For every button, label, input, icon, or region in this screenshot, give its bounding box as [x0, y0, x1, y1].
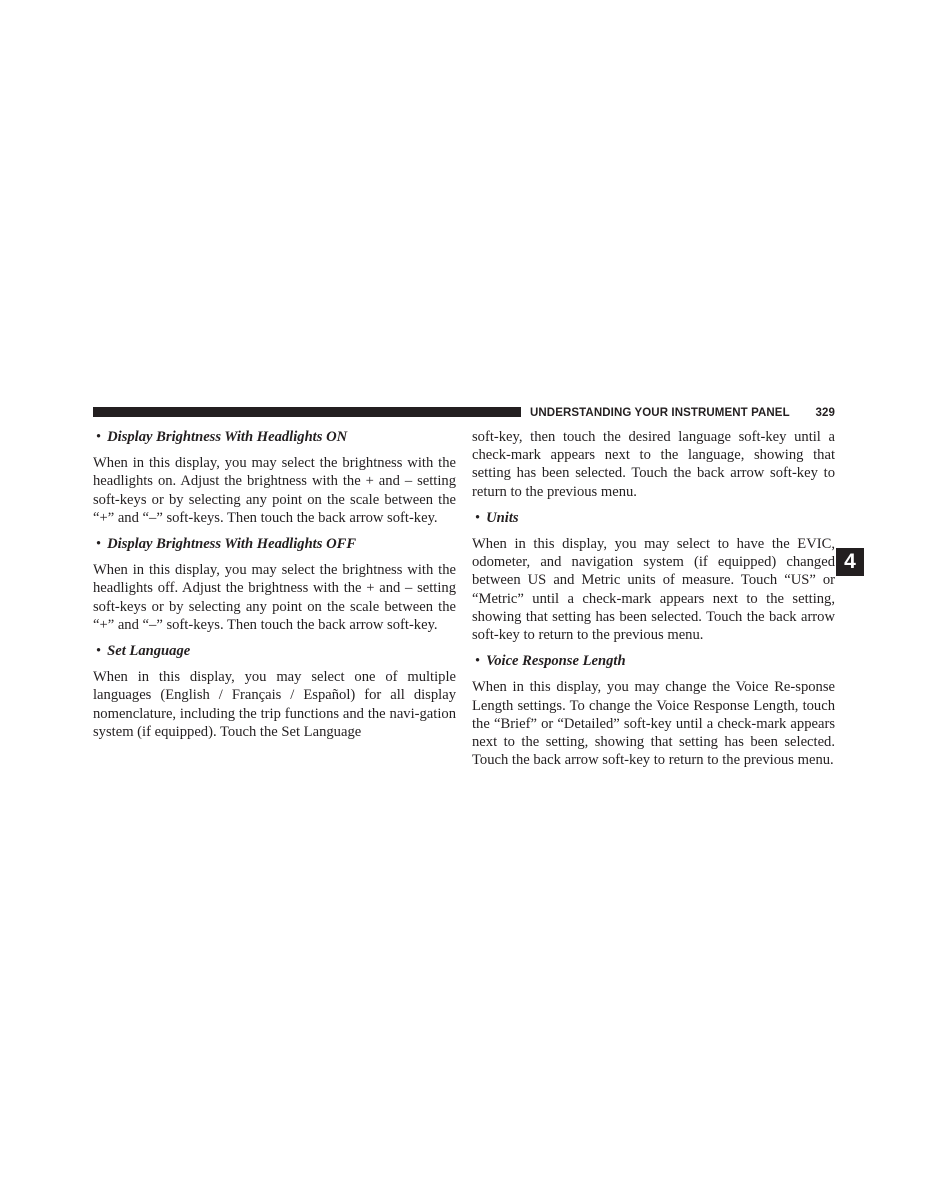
page-number: 329 — [815, 407, 835, 419]
header-rule — [93, 407, 521, 417]
heading-brightness-on: • Display Brightness With Headlights ON — [96, 429, 348, 445]
bullet-icon: • — [96, 429, 102, 445]
heading-brightness-off: • Display Brightness With Headlights OFF — [96, 536, 357, 553]
paragraph-set-language-cont: soft-key, then touch the desired language soft-key until a check-mark appears next to the language, showing that setting has been selected. Touch the back arrow soft-key to return to the previous menu. — [472, 429, 835, 500]
chapter-tab: 4 — [836, 548, 864, 576]
section-title: UNDERSTANDING YOUR INSTRUMENT PANEL — [530, 407, 790, 419]
heading-units: • Units — [475, 509, 519, 526]
bullet-icon: • — [475, 653, 481, 670]
paragraph-set-language: When in this display, you may select one of multiple languages (English / Français / Español) for all display nomenclature, including the trip functions and the navi-gation system (if equipped). Touch the Set Language — [93, 669, 456, 740]
left-column — [93, 428, 456, 749]
paragraph-units: When in this display, you may select to have the EVIC, odometer, and navigation system (if equipped) changed between US and Metric units of measure. Touch “US” or “Metric” until a check-mark appears next to the setting, showing that setting has been selected. Touch the back arrow soft-key to return to the previous menu. — [472, 536, 835, 644]
running-header — [530, 405, 835, 421]
heading-set-language: • Set Language — [96, 643, 191, 660]
right-column — [472, 428, 835, 777]
bullet-icon: • — [96, 643, 102, 660]
bullet-icon: • — [475, 509, 481, 526]
bullet-icon: • — [96, 536, 102, 553]
paragraph-brightness-off: When in this display, you may select the brightness with the headlights off. Adjust the brightness with the + and – setting soft-keys or by selecting any point on the scale between the “+” and “–” soft-keys. Then touch the back arrow soft-key. — [93, 562, 456, 633]
paragraph-brightness-on: When in this display, you may select the brightness with the headlights on. Adjust the brightness with the + and – setting soft-keys or by selecting any point on the scale between the “+” and “–” soft-keys. Then touch the back arrow soft-key. — [93, 455, 456, 526]
heading-voice-response: • Voice Response Length — [475, 653, 626, 670]
paragraph-voice-response: When in this display, you may change the Voice Re-sponse Length settings. To change the Voice Response Length, touch the “Brief” or “Detailed” soft-key until a check-mark appears next to the setting, showing that setting has been selected. Touch the back arrow soft-key to return to the previous menu. — [472, 679, 835, 769]
